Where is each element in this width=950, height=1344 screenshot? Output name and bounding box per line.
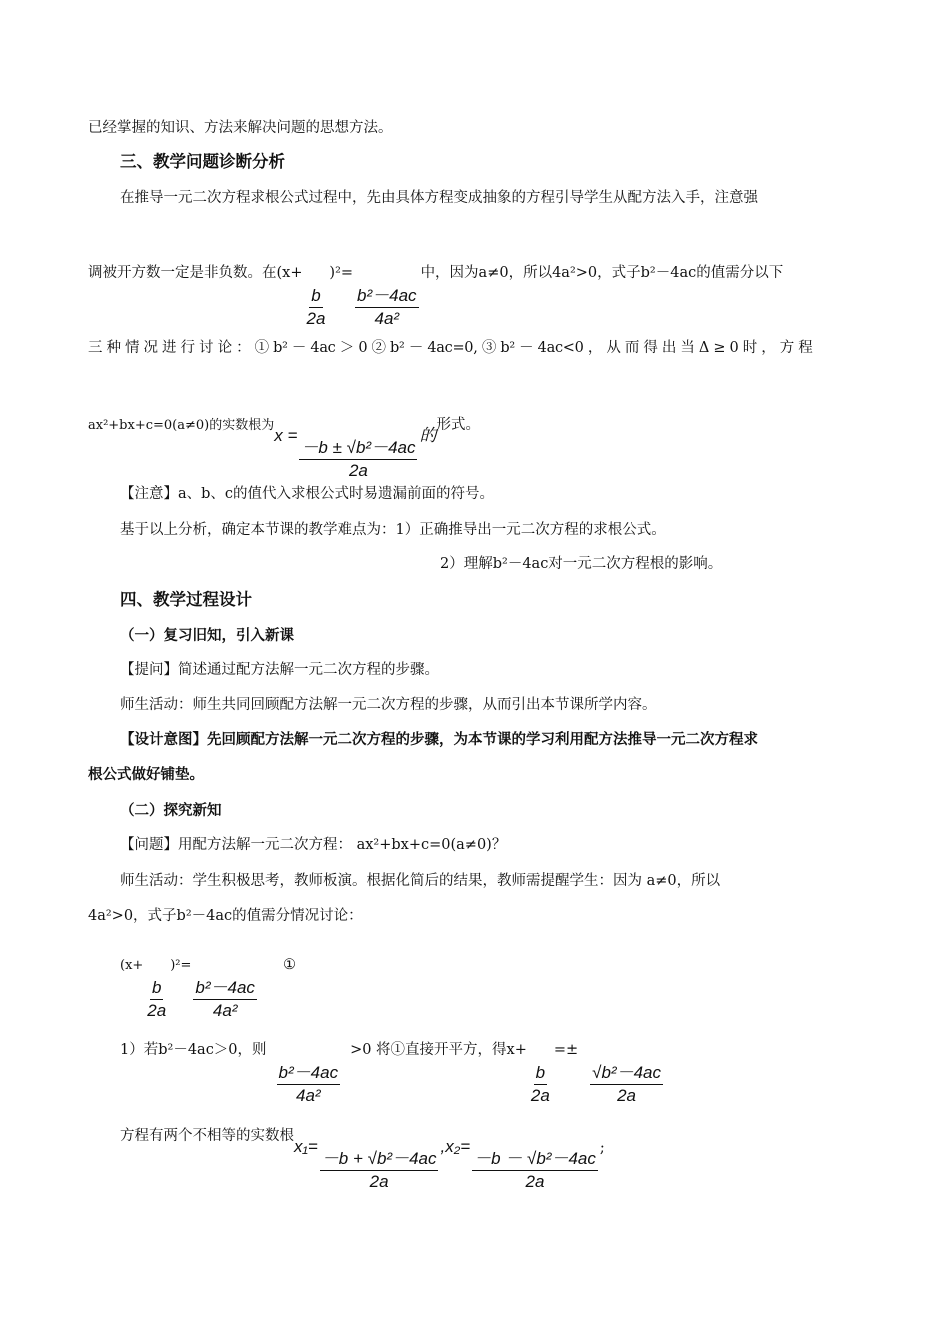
numerator: －b － √b²－4ac	[472, 1148, 598, 1171]
numerator: √b²－4ac	[590, 1062, 663, 1085]
fraction-b-2a	[145, 977, 168, 1022]
denominator: 2a	[348, 461, 368, 480]
text: ax²+bx+c=0(a≠0)的实数根为	[88, 418, 275, 433]
design-intent-line: 根公式做好铺垫。	[88, 767, 204, 783]
paragraph-line-formula	[88, 414, 480, 482]
equation-1	[120, 955, 296, 1022]
text: >0 将①直接开平方，得x+	[350, 1042, 527, 1058]
case-1-line	[120, 1040, 665, 1107]
math-x: x =	[274, 426, 298, 445]
denominator: 2a	[617, 1086, 637, 1105]
roots-line	[120, 1125, 605, 1193]
paragraph-line: 【提问】简述通过配方法解一元二次方程的步骤。	[120, 662, 439, 678]
section-heading-4: 四、教学过程设计	[120, 590, 252, 609]
numerator: b²－4ac	[355, 285, 419, 308]
quadratic-formula	[299, 437, 417, 482]
subsection-heading: （一）复习旧知，引入新课	[120, 628, 294, 644]
section-heading-3: 三、教学问题诊断分析	[120, 152, 285, 171]
paragraph-line-formula	[88, 263, 783, 330]
paragraph-line: 基于以上分析，确定本节课的教学难点为：1）正确推导出一元二次方程的求根公式。	[120, 522, 666, 538]
numerator: －b ± √b²－4ac	[299, 437, 417, 460]
paragraph-line: 在推导一元二次方程求根公式过程中，先由具体方程变成抽象的方程引导学生从配方法入手，注意强	[120, 190, 758, 206]
denominator: 4a²	[374, 309, 400, 328]
text: 1）若b²－4ac＞0，则	[120, 1042, 267, 1058]
fraction-root	[590, 1062, 663, 1107]
fraction-discriminant	[277, 1062, 341, 1107]
fraction-b-2a	[304, 285, 327, 330]
paragraph-line: 【问题】用配方法解一元二次方程： ax²+bx+c=0(a≠0)？	[120, 837, 507, 853]
text: (x+	[120, 958, 144, 973]
math-x1: x₁=	[294, 1137, 318, 1156]
denominator: 4a²	[296, 1086, 321, 1105]
denominator: 4a²	[212, 1001, 238, 1020]
math-x2: ,x₂=	[440, 1137, 471, 1156]
text: )²=	[170, 958, 192, 973]
numerator: b	[309, 285, 322, 308]
numerator: b²－4ac	[277, 1062, 341, 1085]
text: 调被开方数一定是非负数。在(x+	[88, 265, 303, 281]
root-x1	[320, 1148, 439, 1193]
root-x2	[472, 1148, 598, 1193]
denominator: 2a	[147, 1001, 167, 1020]
paragraph-line: 三 种 情 况 进 行 讨 论 ： ① b² － 4ac ＞ 0 ② b² － 4ac=0, ③ b² － 4ac<0 ， 从 而 得 出 当 Δ ≥ 0 时 ， 方 程	[88, 340, 813, 356]
numerator: b	[534, 1062, 547, 1085]
denominator: 2a	[530, 1086, 550, 1105]
text: 的	[419, 426, 437, 445]
numerator: b	[150, 977, 163, 1000]
denominator: 2a	[369, 1172, 389, 1191]
subsection-heading: （二）探究新知	[120, 803, 222, 819]
paragraph-line: 2）理解b²－4ac对一元二次方程根的影响。	[440, 556, 723, 572]
text: )²=	[329, 265, 354, 281]
numerator: －b + √b²－4ac	[320, 1148, 439, 1171]
denominator: 2a	[525, 1172, 545, 1191]
text: 方程有两个不相等的实数根	[120, 1128, 294, 1144]
equation-label: ①	[282, 957, 296, 973]
paragraph-line: 师生活动：学生积极思考，教师板演。根据化简后的结果，教师需提醒学生：因为 a≠0，所以	[120, 873, 721, 889]
text-line: 已经掌握的知识、方法来解决问题的思想方法。	[88, 120, 393, 136]
denominator: 2a	[306, 309, 326, 328]
paragraph-line: 4a²>0，式子b²－4ac的值需分情况讨论：	[88, 908, 363, 924]
text: 中，因为a≠0，所以4a²>0，式子b²－4ac的值需分以下	[420, 265, 784, 281]
paragraph-line: 师生活动：师生共同回顾配方法解一元二次方程的步骤，从而引出本节课所学内容。	[120, 697, 657, 713]
fraction-discriminant	[193, 977, 257, 1022]
text: ;	[599, 1140, 605, 1156]
fraction-discriminant	[355, 285, 419, 330]
design-intent-line: 【设计意图】先回顾配方法解一元二次方程的步骤，为本节课的学习利用配方法推导一元二次方程求	[120, 732, 758, 748]
numerator: b²－4ac	[193, 977, 257, 1000]
text: =±	[553, 1042, 579, 1058]
note-line: 【注意】a、b、c的值代入求根公式时易遗漏前面的符号。	[120, 486, 495, 502]
fraction-b-2a	[529, 1062, 552, 1107]
text: 形式。	[436, 417, 480, 433]
